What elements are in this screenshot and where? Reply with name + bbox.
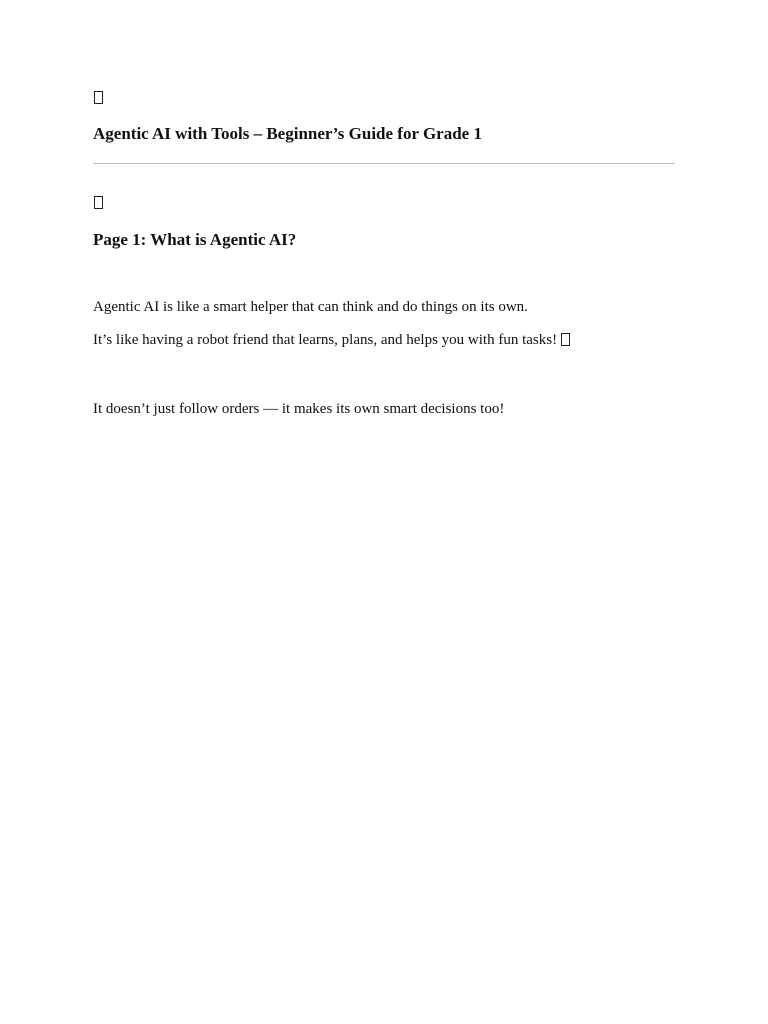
paragraph [93,299,528,316]
paragraph-text: Agentic AI is like a smart helper that can think and do things on its own. [93,299,528,315]
missing-glyph-icon [94,196,103,209]
document-title: Agentic AI with Tools – Beginner’s Guide for Grade 1 [93,124,482,143]
paragraph [93,401,504,418]
missing-glyph-icon [94,91,103,104]
paragraph-text: It doesn’t just follow orders — it makes its own smart decisions too! [93,401,505,417]
horizontal-divider [93,163,675,164]
section-title: Page 1: What is Agentic AI? [93,230,297,249]
paragraph-text: It’s like having a robot friend that learns, plans, and helps you with fun tasks! [93,332,558,348]
missing-glyph-icon [561,333,570,346]
paragraph [93,332,570,349]
